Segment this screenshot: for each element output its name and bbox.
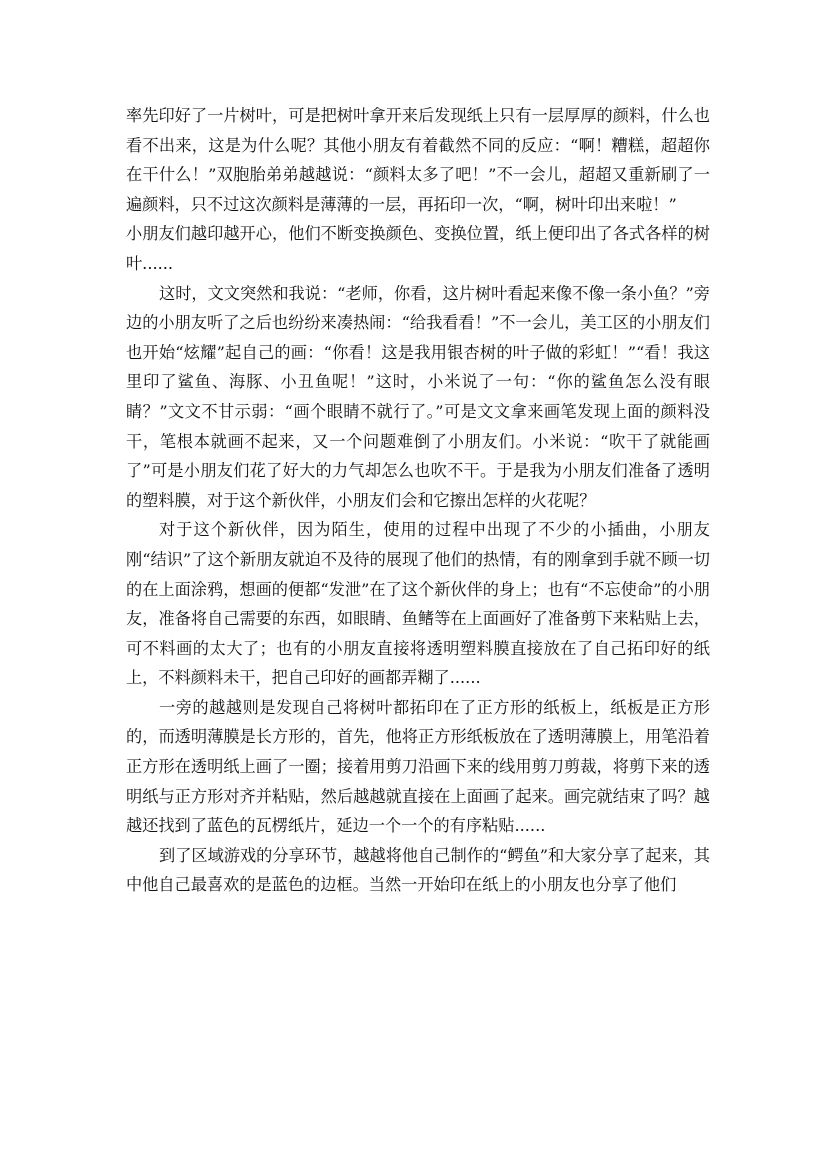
document-page bbox=[126, 101, 710, 900]
paragraph-1: 率先印好了一片树叶，可是把树叶拿开来后发现纸上只有一层厚厚的颜料，什么也看不出来，这是为什么呢？其他小朋友有着截然不同的反应：“啊！糟糕，超超你在干什么！”双胞胎弟弟越越说：“颜料太多了吧！”不一会儿，超超又重新刷了一遍颜料，只不过这次颜料是薄薄的一层，再拓印一次，“啊，树叶印出来啦！” bbox=[126, 106, 710, 214]
paragraph-3: 这时，文文突然和我说：“老师，你看，这片树叶看起来像不像一条小鱼？”旁边的小朋友听了之后也纷纷来凑热闹：“给我看看！”不一会儿，美工区的小朋友们也开始“炫耀”起自己的画：“你看！这是我用银杏树的叶子做的彩虹！”“看！我这里印了鲨鱼、海豚、小丑鱼呢！”这时，小米说了一句：“你的鲨鱼怎么没有眼睛？”文文不甘示弱：“画个眼睛不就行了。”可是文文拿来画笔发现上面的颜料没干，笔根本就画不起来，又一个问题难倒了小朋友们。小米说：“吹干了就能画了”可是小朋友们花了好大的力气却怎么也吹不干。于是我为小朋友们准备了透明的塑料膜，对于这个新伙伴，小朋友们会和它擦出怎样的火花呢？ bbox=[126, 283, 710, 510]
paragraph-6: 到了区域游戏的分享环节，越越将他自己制作的“鳄鱼”和大家分享了起来，其中他自己最喜欢的是蓝色的边框。当然一开始印在纸上的小朋友也分享了他们 bbox=[126, 845, 710, 895]
paragraph-2: 小朋友们越印越开心，他们不断变换颜色、变换位置，纸上便印出了各式各样的树叶...... bbox=[126, 224, 710, 273]
paragraph-5: 一旁的越越则是发现自己将树叶都拓印在了正方形的纸板上，纸板是正方形的，而透明薄膜是长方形的，首先，他将正方形纸板放在了透明薄膜上，用笔沿着正方形在透明纸上画了一圈；接着用剪刀沿画下来的线用剪刀剪裁，将剪下来的透明纸与正方形对齐并粘贴，然后越越就直接在上面画了起来。画完就结束了吗？越越还找到了蓝色的瓦楞纸片，延边一个一个的有序粘贴...... bbox=[126, 697, 710, 836]
paragraph-4: 对于这个新伙伴，因为陌生，使用的过程中出现了不少的小插曲，小朋友刚“结识”了这个新朋友就迫不及待的展现了他们的热情，有的刚拿到手就不顾一切的在上面涂鸦，想画的便都“发泄”在了这个新伙伴的身上；也有“不忘使命”的小朋友，准备将自己需要的东西，如眼睛、鱼鳍等在上面画好了准备剪下来粘贴上去，可不料画的太大了；也有的小朋友直接将透明塑料膜直接放在了自己拓印好的纸上，不料颜料未干，把自己印好的画都弄糊了...... bbox=[126, 520, 710, 688]
